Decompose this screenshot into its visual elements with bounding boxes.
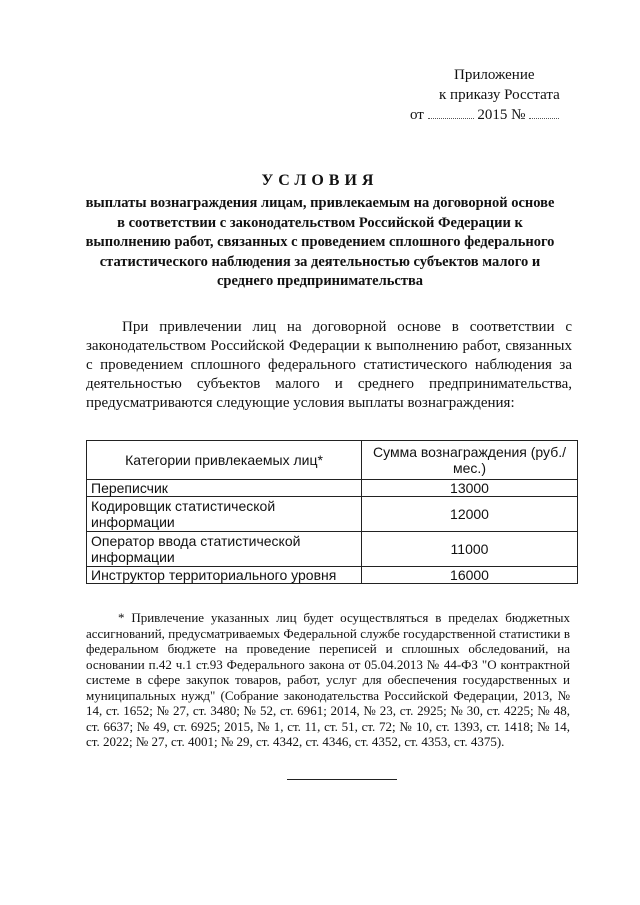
order-date-line — [410, 105, 610, 125]
category-cell: Кодировщик статистической информации — [87, 497, 362, 532]
category-column-header: Категории привлекаемых лиц* — [87, 441, 362, 480]
table-row — [87, 480, 578, 497]
document-title: УСЛОВИЯ — [261, 172, 379, 189]
order-year-number: 2015 № — [477, 107, 526, 123]
amount-cell: 11000 — [362, 532, 578, 567]
from-label: от — [410, 107, 424, 123]
appendix-header — [410, 65, 610, 125]
intro-paragraph: При привлечении лиц на договорной основе в соответствии с законодательством Российской Федерации к выполнению работ, связанных с проведением сплошного федерального статистического наблюдения за деятельностью субъектов малого и среднего предпринимательства, предусматриваются следующие условия выплаты вознаграждения: — [86, 319, 572, 411]
table-row — [87, 567, 578, 584]
amount-cell: 16000 — [362, 567, 578, 584]
amount-cell: 12000 — [362, 497, 578, 532]
remuneration-table — [86, 440, 578, 584]
date-blank — [428, 105, 474, 119]
category-cell: Оператор ввода статистической информации — [87, 532, 362, 567]
table-header-row — [87, 441, 578, 480]
footnote: * Привлечение указанных лиц будет осуществляться в пределах бюджетных ассигнований, предусматриваемых Федеральной службе государственной статистики в федеральном бюджете на проведение переписей и сплошных обследований, на основании п.42 ч.1 ст.93 Федерального закона от 05.04.2013 № 44-ФЗ "О контрактной системе в сфере закупок товаров, работ, услуг для обеспечения государственных и муниципальных нужд" (Собрание законодательства Российской Федерации, 2013, № 14, ст. 1652; № 27, ст. 3480; № 52, ст. 6961; 2014, № 23, ст. 2925; № 30, ст. 4225; № 48, ст. 6637; № 49, ст. 6925; 2015, № 1, ст. 11, ст. 51, ст. 72; № 10, ст. 1393, ст. 1418; № 14, ст. 2022; № 27, ст. 4001; № 29, ст. 4342, ст. 4346, ст. 4352, ст. 4353, ст. 4375). — [86, 610, 570, 749]
amount-column-header: Сумма вознаграждения (руб./мес.) — [362, 441, 578, 480]
end-divider — [287, 779, 397, 780]
appendix-label: Приложение — [454, 67, 535, 83]
document-subtitle: выплаты вознаграждения лицам, привлекаемым на договорной основе в соответствии с законодательством Российской Федерации к выполнению работ, связанных с проведением сплошного федерального статистического наблюдения за деятельностью субъектов малого и среднего предпринимательства — [85, 195, 555, 289]
order-reference: к приказу Росстата — [439, 87, 560, 103]
amount-cell: 13000 — [362, 480, 578, 497]
category-cell: Инструктор территориального уровня — [87, 567, 362, 584]
category-cell: Переписчик — [87, 480, 362, 497]
table-row — [87, 497, 578, 532]
number-blank — [529, 105, 559, 119]
table-row — [87, 532, 578, 567]
